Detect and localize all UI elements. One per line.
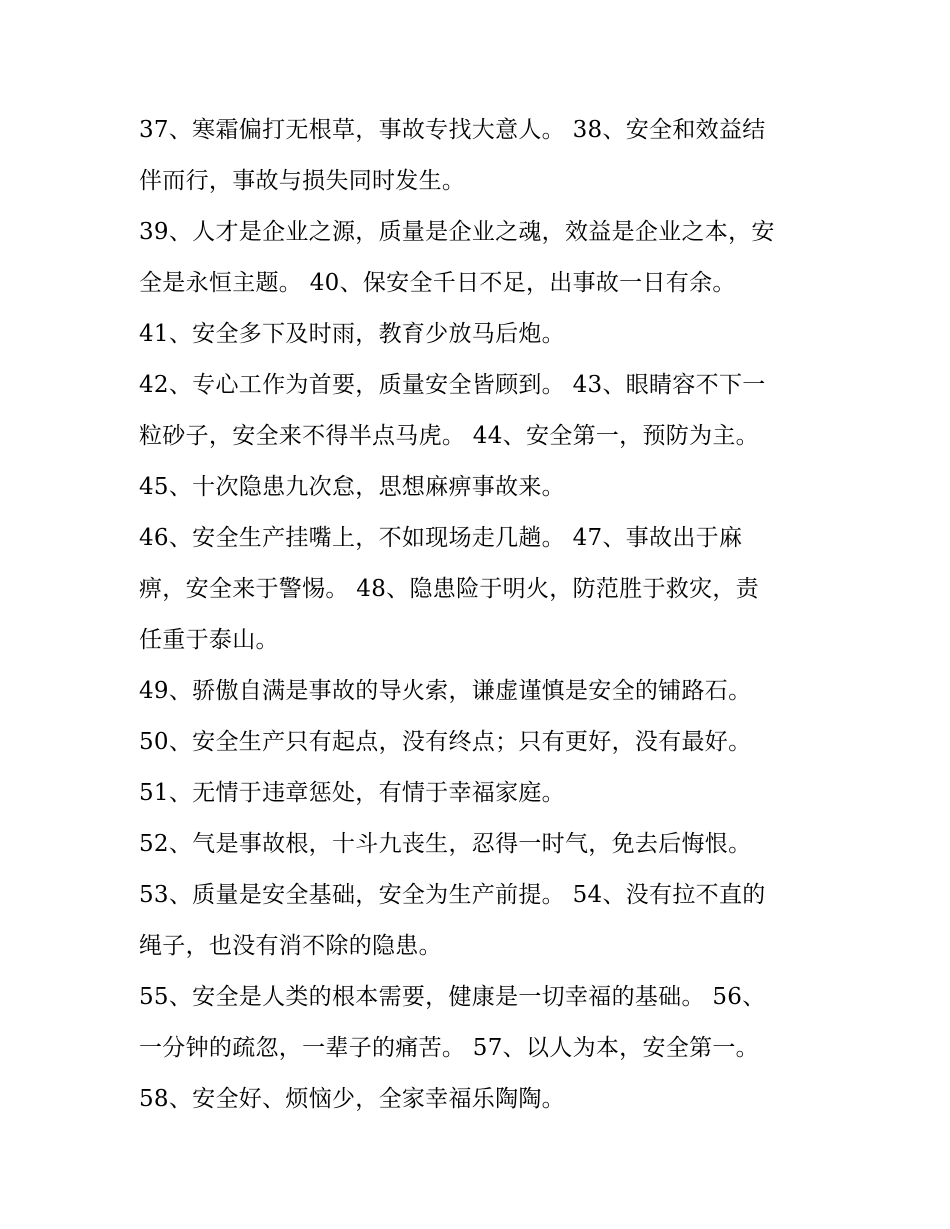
text-line: 53、质量是安全基础，安全为生产前提。 54、没有拉不直的	[139, 882, 766, 908]
text-line: 41、安全多下及时雨，教育少放马后炮。	[139, 321, 565, 347]
text-line: 绳子，也没有消不除的隐患。	[139, 933, 442, 959]
text-line: 痹，安全来于警惕。 48、隐患险于明火，防范胜于救灾，责	[139, 576, 759, 602]
text-line: 粒砂子，安全来不得半点马虎。 44、安全第一，预防为主。	[139, 423, 759, 449]
text-line: 全是永恒主题。 40、保安全千日不足，出事故一日有余。	[139, 270, 736, 296]
text-line: 55、安全是人类的根本需要，健康是一切幸福的基础。 56、	[139, 984, 766, 1010]
text-line: 50、安全生产只有起点，没有终点；只有更好，没有最好。	[139, 729, 752, 755]
text-line: 一分钟的疏忽，一辈子的痛苦。 57、以人为本，安全第一。	[139, 1035, 759, 1061]
text-line: 45、十次隐患九次怠，思想麻痹事故来。	[139, 474, 565, 500]
text-line: 伴而行，事故与损失同时发生。	[139, 168, 466, 194]
text-line: 58、安全好、烦恼少，全家幸福乐陶陶。	[139, 1086, 565, 1112]
text-line: 39、人才是企业之源，质量是企业之魂，效益是企业之本，安	[139, 219, 775, 245]
text-line: 46、安全生产挂嘴上，不如现场走几趟。 47、事故出于麻	[139, 525, 743, 551]
text-body	[139, 105, 829, 1125]
text-line: 任重于泰山。	[139, 627, 279, 653]
text-line: 37、寒霜偏打无根草，事故专找大意人。 38、安全和效益结	[139, 117, 766, 143]
text-line: 49、骄傲自满是事故的导火索，谦虚谨慎是安全的铺路石。	[139, 678, 752, 704]
text-line: 52、气是事故根，十斗九丧生，忍得一时气，免去后悔恨。	[139, 831, 752, 857]
text-line: 42、专心工作为首要，质量安全皆顾到。 43、眼睛容不下一	[139, 372, 766, 398]
text-line: 51、无情于违章惩处，有情于幸福家庭。	[139, 780, 565, 806]
